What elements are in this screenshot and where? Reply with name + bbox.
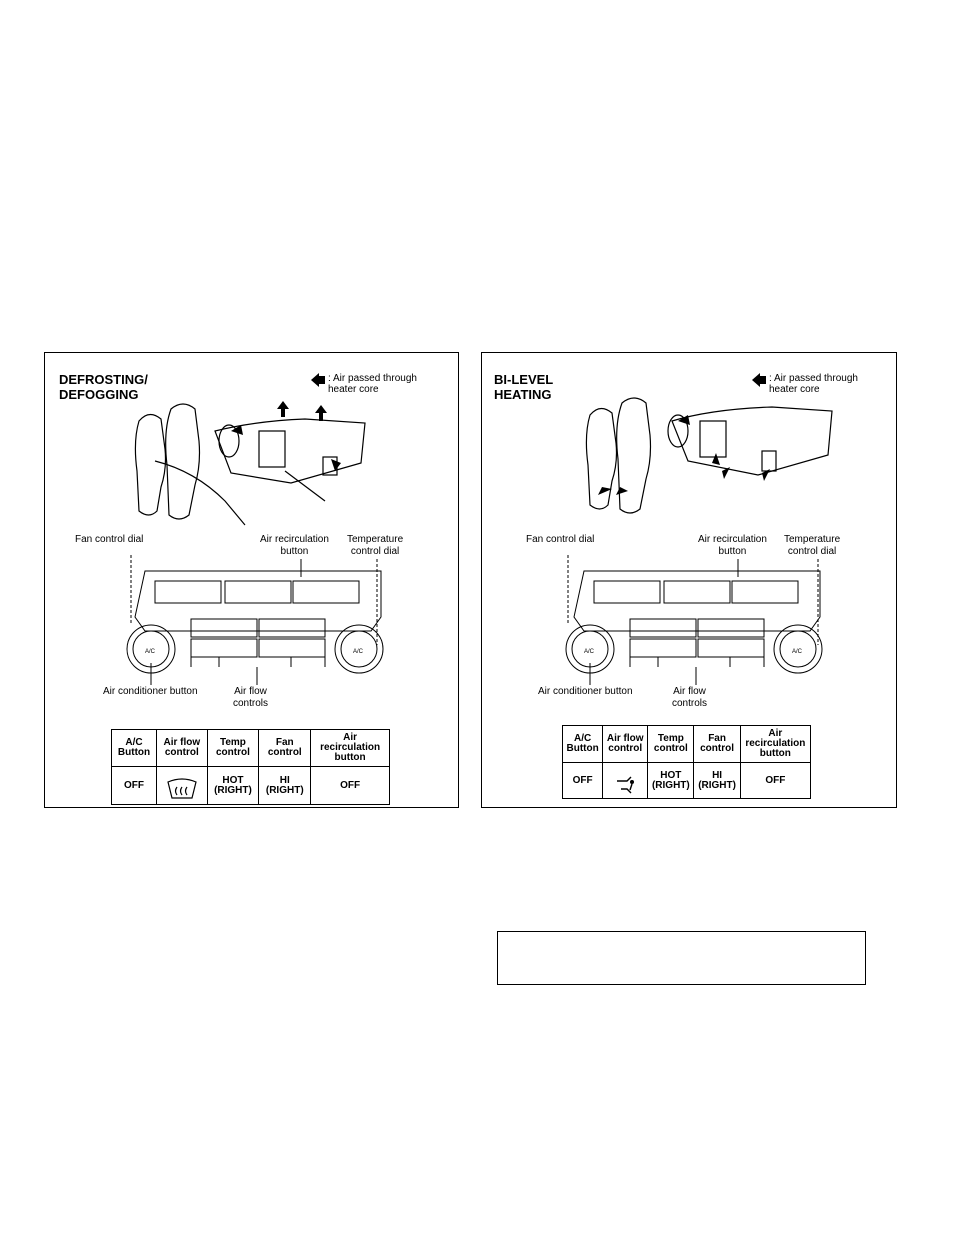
defrost-icon [165,777,199,801]
fan-dial-label: Fan control dial [75,534,144,545]
recirc-label: Air recirculation button [260,534,329,557]
panel-title: BI-LEVEL HEATING [494,372,554,402]
legend-text: : Air passed through heater core [769,373,858,395]
header-temp: Temp control [648,726,694,763]
value-ac: OFF [112,767,157,805]
header-fan: Fan control [259,730,311,767]
ac-button-label: Air conditioner button [538,686,633,697]
value-fan: HI (RIGHT) [694,763,740,799]
svg-text:A/C: A/C [145,649,156,655]
header-fan: Fan control [694,726,740,763]
value-ac: OFF [563,763,603,799]
legend [311,373,417,395]
bi-level-panel [481,352,897,808]
header-airflow: Air flow control [603,726,648,763]
svg-text:A/C: A/C [353,649,364,655]
header-recirc: Air recirculation button [311,730,390,767]
svg-text:A/C: A/C [792,649,803,655]
settings-table [562,725,811,799]
cabin-illustration [125,401,385,527]
value-temp: HOT (RIGHT) [207,767,259,805]
value-recirc: OFF [311,767,390,805]
header-temp: Temp control [207,730,259,767]
panel-title: DEFROSTING/ DEFOGGING [59,372,148,402]
value-fan: HI (RIGHT) [259,767,311,805]
airflow-controls-label: Air flow controls [672,686,708,709]
value-temp: HOT (RIGHT) [648,763,694,799]
legend-text: : Air passed through heater core [328,373,417,395]
defrost-panel [44,352,459,808]
ac-button-label: Air conditioner button [103,686,198,697]
temp-dial-label: Temperature control dial [784,534,841,557]
header-ac: A/C Button [563,726,603,763]
temp-dial-label: Temperature control dial [347,534,404,557]
value-recirc: OFF [740,763,810,799]
bi-level-icon [611,773,639,795]
empty-note-box [497,931,866,985]
header-ac: A/C Button [112,730,157,767]
control-panel-drawing [115,553,395,685]
header-airflow: Air flow control [157,730,207,767]
cabin-illustration [582,391,842,521]
airflow-controls-label: Air flow controls [233,686,269,709]
settings-table [111,729,390,805]
control-panel-drawing [554,553,834,685]
recirc-label: Air recirculation button [698,534,767,557]
air-arrow-icon [752,373,760,387]
value-airflow [157,767,207,805]
fan-dial-label: Fan control dial [526,534,595,545]
svg-text:A/C: A/C [584,649,595,655]
header-recirc: Air recirculation button [740,726,810,763]
value-airflow [603,763,648,799]
air-arrow-icon [311,373,319,387]
